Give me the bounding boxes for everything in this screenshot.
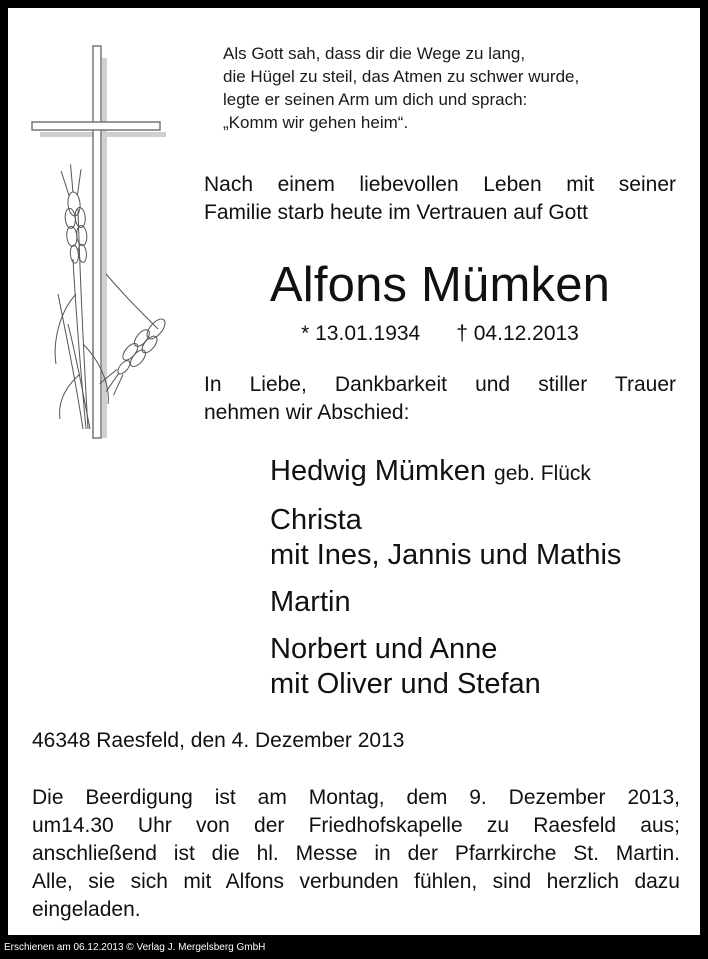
funeral-line: Alle, sie sich mit Alfons verbunden fühlen, sind herzlich dazu (32, 870, 680, 893)
farewell-line: nehmen wir Abschied: (204, 401, 410, 424)
farewell-text (204, 371, 676, 427)
poem-line: „Komm wir gehen heim“. (223, 113, 409, 132)
deceased-name: Alfons Mümken (269, 258, 611, 312)
funeral-line: Die Beerdigung ist am Montag, dem 9. Dezember 2013, (32, 786, 680, 809)
intro-text (204, 171, 676, 227)
daughter-name: Christa (270, 504, 362, 536)
obituary-card (8, 8, 700, 935)
cross-icon (32, 46, 166, 438)
mourner-group (270, 454, 621, 491)
wheat-icon (55, 163, 171, 429)
life-dates (204, 321, 676, 347)
farewell-line: In Liebe, Dankbarkeit und stiller Trauer (204, 373, 676, 396)
cross-with-wheat-emblem (28, 44, 193, 444)
mourners-list (270, 454, 621, 714)
intro-line: Familie starb heute im Vertrauen auf Gott (204, 201, 589, 224)
publication-footer: Erschienen am 06.12.2013 © Verlag J. Mergelsberg GmbH (4, 942, 266, 953)
funeral-line: anschließend ist die hl. Messe in der Pfarrkirche St. Martin. (32, 842, 680, 865)
poem-line: die Hügel zu steil, das Atmen zu schwer wurde, (223, 67, 580, 86)
death-date: † 04.12.2013 (456, 322, 579, 345)
funeral-notice (32, 784, 680, 924)
son2-family: mit Oliver und Stefan (270, 668, 541, 700)
place-and-date: 46348 Raesfeld, den 4. Dezember 2013 (32, 729, 405, 752)
poem-block (223, 42, 579, 134)
mourner-group (270, 585, 621, 620)
son-name: Martin (270, 586, 351, 618)
funeral-line: um14.30 Uhr von der Friedhofskapelle zu Raesfeld aus; (32, 814, 680, 837)
widow-maiden-name: geb. Flück (494, 462, 591, 485)
son2-name: Norbert und Anne (270, 633, 498, 665)
widow-name: Hedwig Mümken (270, 455, 486, 487)
poem-line: Als Gott sah, dass dir die Wege zu lang, (223, 44, 526, 63)
mourner-group (270, 503, 621, 573)
intro-line: Nach einem liebevollen Leben mit seiner (204, 173, 676, 196)
daughter-family: mit Ines, Jannis und Mathis (270, 539, 622, 571)
poem-line: legte er seinen Arm um dich und sprach: (223, 90, 528, 109)
mourner-group (270, 632, 621, 702)
birth-date: * 13.01.1934 (301, 322, 421, 345)
funeral-line: eingeladen. (32, 898, 141, 921)
